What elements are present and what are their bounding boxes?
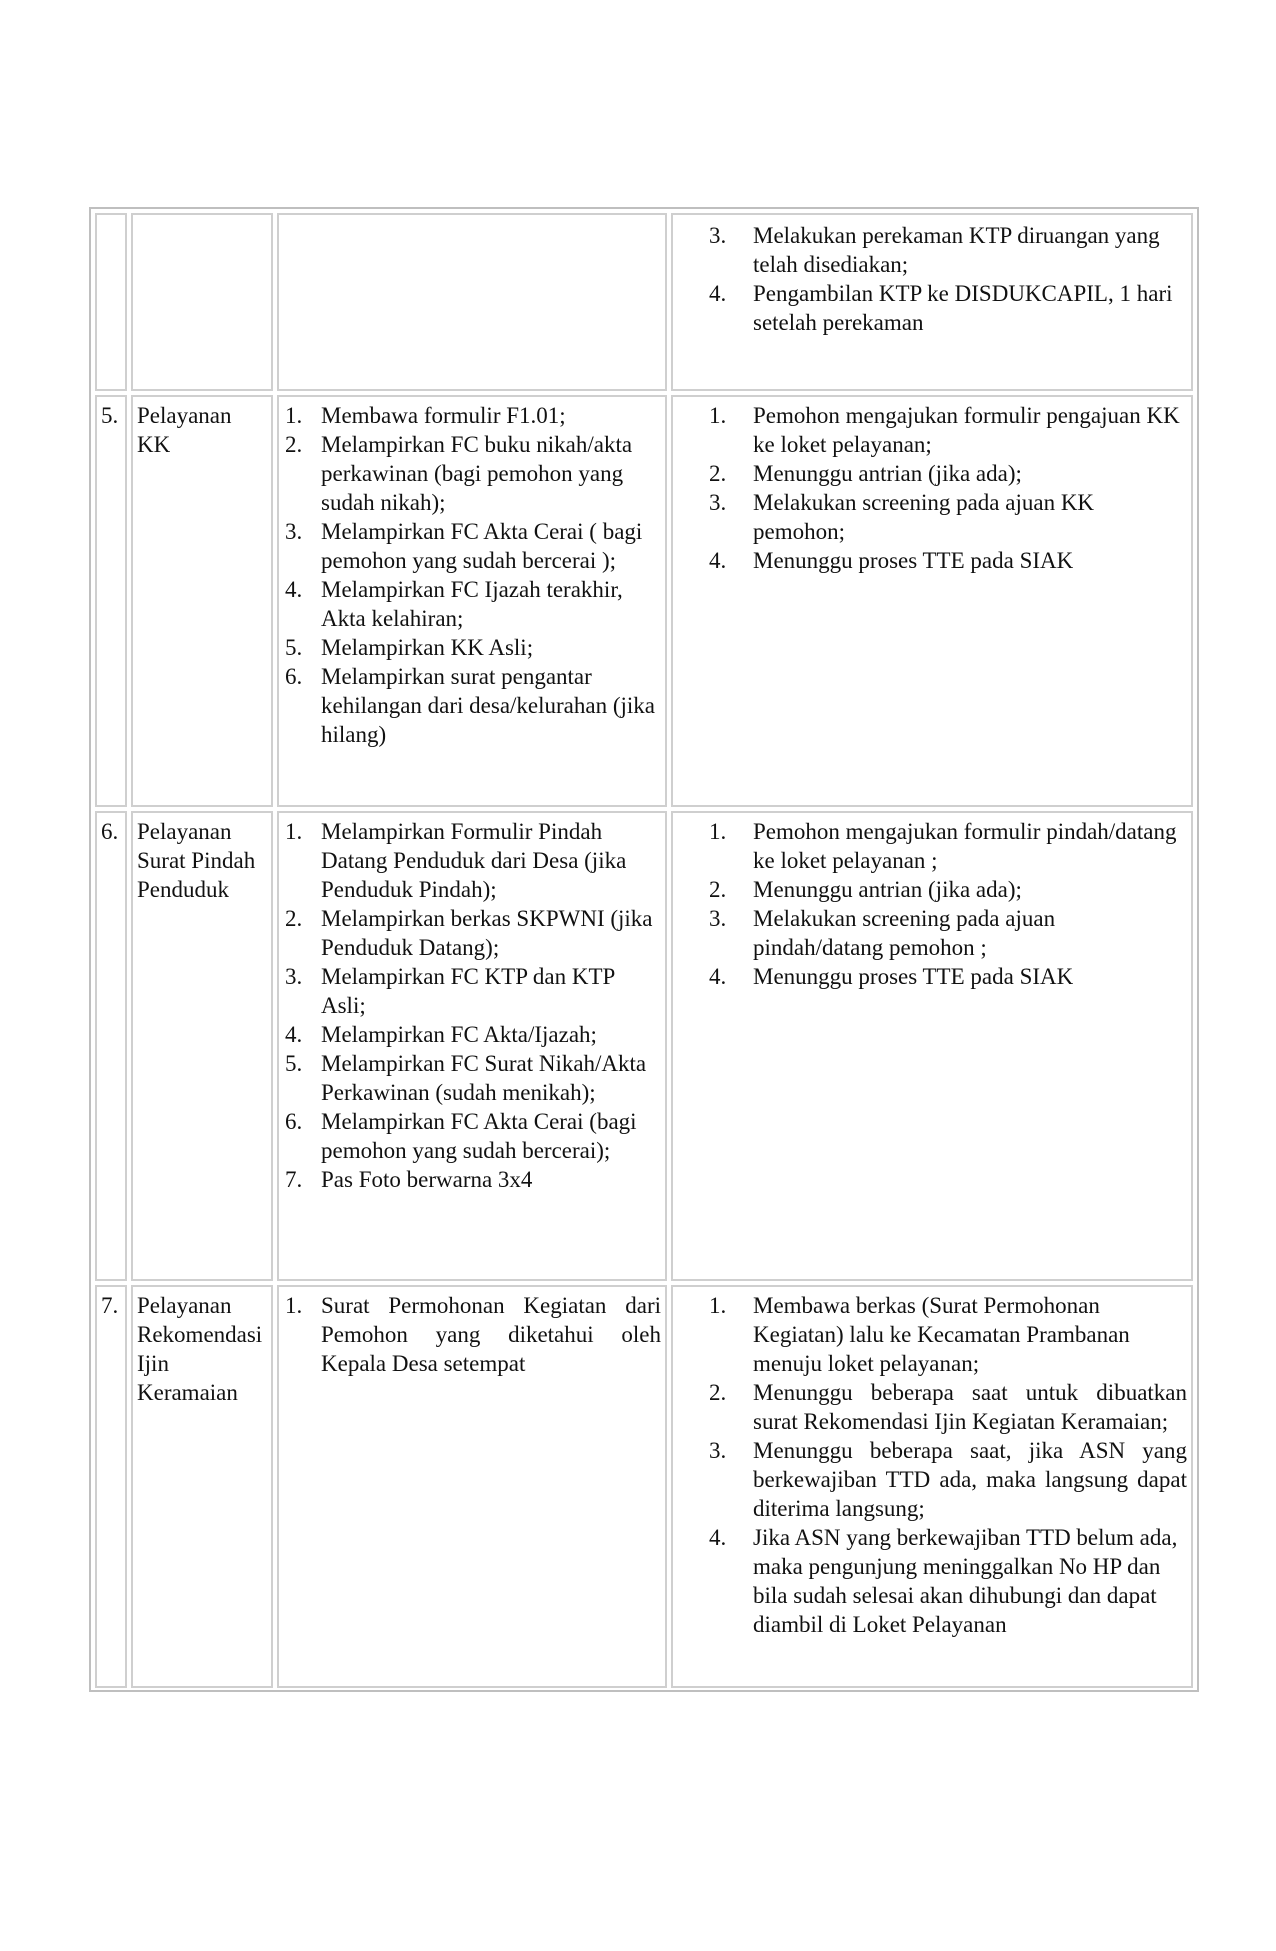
item-number: 2.	[709, 877, 727, 902]
row-3-service-cell	[131, 811, 273, 1281]
procedures-list	[677, 401, 1187, 575]
item-number: 3.	[709, 223, 727, 248]
row-2-requirements-cell	[277, 395, 667, 807]
service-name: Pelayanan Rekomendasi Ijin Keramaian	[137, 1293, 263, 1405]
item-text: Melakukan perekaman KTP diruangan yang telah disediakan;	[753, 223, 1160, 277]
item-number: 5.	[285, 635, 303, 660]
row-4-requirements-cell	[277, 1285, 667, 1688]
row-4-no-cell	[95, 1285, 127, 1688]
item-text: Pemohon mengajukan formulir pengajuan KK ke loket pelayanan;	[753, 403, 1180, 457]
row-3-no-cell	[95, 811, 127, 1281]
item-text: Melakukan screening pada ajuan pindah/datang pemohon ;	[753, 906, 1056, 960]
list-item	[283, 1291, 661, 1378]
item-number: 3.	[285, 964, 303, 989]
list-item	[677, 1436, 1187, 1523]
row-2-procedures-cell	[671, 395, 1193, 807]
item-text: Melampirkan FC Akta/Ijazah;	[321, 1022, 597, 1047]
item-text: Menunggu antrian (jika ada);	[753, 461, 1022, 486]
item-text: Pengambilan KTP ke DISDUKCAPIL, 1 hari setelah perekaman	[753, 281, 1173, 335]
service-name: Pelayanan Surat Pindah Penduduk	[137, 819, 256, 902]
item-number: 4.	[285, 1022, 303, 1047]
item-text: Melampirkan Formulir Pindah Datang Penduduk dari Desa (jika Penduduk Pindah);	[321, 819, 627, 902]
item-number: 6.	[285, 664, 303, 689]
item-text: Menunggu proses TTE pada SIAK	[753, 548, 1074, 573]
list-item	[283, 633, 661, 662]
item-number: 1.	[285, 1293, 303, 1318]
row-1-requirements-cell	[277, 213, 667, 391]
list-item	[283, 1165, 661, 1194]
item-text: Menunggu beberapa saat, jika ASN yang berkewajiban TTD ada, maka langsung dapat diterima langsung;	[753, 1438, 1187, 1521]
list-item	[677, 962, 1187, 991]
list-item	[677, 904, 1187, 962]
item-text: Jika ASN yang berkewajiban TTD belum ada, maka pengunjung meninggalkan No HP dan bila sudah selesai akan dihubungi dan dapat diambil di Loket Pelayanan	[753, 1525, 1178, 1637]
item-text: Membawa berkas (Surat Permohonan Kegiatan) lalu ke Kecamatan Prambanan menuju loket pelayanan;	[753, 1293, 1130, 1376]
list-item	[283, 1049, 661, 1107]
item-text: Melampirkan FC Akta Cerai (bagi pemohon yang sudah bercerai);	[321, 1109, 637, 1163]
item-text: Melampirkan FC Ijazah terakhir, Akta kelahiran;	[321, 577, 623, 631]
procedures-list	[677, 817, 1187, 991]
item-number: 4.	[285, 577, 303, 602]
list-item	[677, 221, 1187, 279]
list-item	[677, 1523, 1187, 1639]
list-item	[677, 875, 1187, 904]
item-number: 1.	[709, 1293, 727, 1318]
services-table	[89, 207, 1199, 1692]
item-text: Melampirkan berkas SKPWNI (jika Penduduk Datang);	[321, 906, 653, 960]
item-text: Melampirkan KK Asli;	[321, 635, 534, 660]
list-item	[283, 575, 661, 633]
item-number: 2.	[709, 461, 727, 486]
item-number: 6.	[285, 1109, 303, 1134]
row-1-procedures-cell	[671, 213, 1193, 391]
item-number: 3.	[709, 1438, 727, 1463]
item-number: 7.	[285, 1167, 303, 1192]
item-text: Membawa formulir F1.01;	[321, 403, 566, 428]
list-item	[283, 962, 661, 1020]
item-number: 4.	[709, 1525, 727, 1550]
list-item	[283, 517, 661, 575]
row-2-no-cell	[95, 395, 127, 807]
list-item	[283, 662, 661, 749]
item-text: Menunggu beberapa saat untuk dibuatkan surat Rekomendasi Ijin Kegiatan Keramaian;	[753, 1380, 1187, 1434]
item-text: Menunggu antrian (jika ada);	[753, 877, 1022, 902]
row-3-requirements-cell	[277, 811, 667, 1281]
item-text: Pemohon mengajukan formulir pindah/datang ke loket pelayanan ;	[753, 819, 1177, 873]
item-number: 2.	[709, 1380, 727, 1405]
procedures-list	[677, 1291, 1187, 1639]
item-text: Melampirkan FC Akta Cerai ( bagi pemohon yang sudah bercerai );	[321, 519, 643, 573]
list-item	[283, 430, 661, 517]
row-4-service-cell	[131, 1285, 273, 1688]
row-1-no-cell	[95, 213, 127, 391]
item-number: 4.	[709, 281, 727, 306]
item-number: 2.	[285, 432, 303, 457]
requirements-list	[283, 1291, 661, 1378]
item-number: 3.	[285, 519, 303, 544]
item-number: 5.	[285, 1051, 303, 1076]
row-4-procedures-cell	[671, 1285, 1193, 1688]
item-text: Melampirkan FC KTP dan KTP Asli;	[321, 964, 615, 1018]
list-item	[677, 279, 1187, 337]
item-text: Menunggu proses TTE pada SIAK	[753, 964, 1074, 989]
service-name: Pelayanan KK	[137, 403, 232, 457]
row-2-service-cell	[131, 395, 273, 807]
list-item	[677, 459, 1187, 488]
list-item	[283, 817, 661, 904]
item-text: Pas Foto berwarna 3x4	[321, 1167, 533, 1192]
item-text: Melampirkan FC buku nikah/akta perkawinan (bagi pemohon yang sudah nikah);	[321, 432, 633, 515]
item-number: 3.	[709, 490, 727, 515]
item-text: Melampirkan FC Surat Nikah/Akta Perkawinan (sudah menikah);	[321, 1051, 647, 1105]
list-item	[677, 488, 1187, 546]
row-3-procedures-cell	[671, 811, 1193, 1281]
row-number: 6.	[101, 819, 119, 844]
item-number: 4.	[709, 964, 727, 989]
list-item	[283, 904, 661, 962]
item-number: 1.	[285, 403, 303, 428]
item-text: Melakukan screening pada ajuan KK pemohon;	[753, 490, 1095, 544]
item-number: 3.	[709, 906, 727, 931]
list-item	[677, 401, 1187, 459]
item-text: Surat Permohonan Kegiatan dari Pemohon yang diketahui oleh Kepala Desa setempat	[321, 1293, 661, 1376]
list-item	[677, 546, 1187, 575]
item-number: 1.	[709, 819, 727, 844]
procedures-list	[677, 221, 1187, 337]
item-number: 1.	[709, 403, 727, 428]
requirements-list	[283, 817, 661, 1194]
list-item	[677, 1378, 1187, 1436]
row-number: 5.	[101, 403, 119, 428]
row-number: 7.	[101, 1293, 119, 1318]
list-item	[677, 817, 1187, 875]
list-item	[283, 1107, 661, 1165]
requirements-list	[283, 401, 661, 749]
list-item	[283, 401, 661, 430]
list-item	[677, 1291, 1187, 1378]
list-item	[283, 1020, 661, 1049]
item-number: 1.	[285, 819, 303, 844]
item-text: Melampirkan surat pengantar kehilangan dari desa/kelurahan (jika hilang)	[321, 664, 655, 747]
row-1-service-cell	[131, 213, 273, 391]
item-number: 2.	[285, 906, 303, 931]
item-number: 4.	[709, 548, 727, 573]
